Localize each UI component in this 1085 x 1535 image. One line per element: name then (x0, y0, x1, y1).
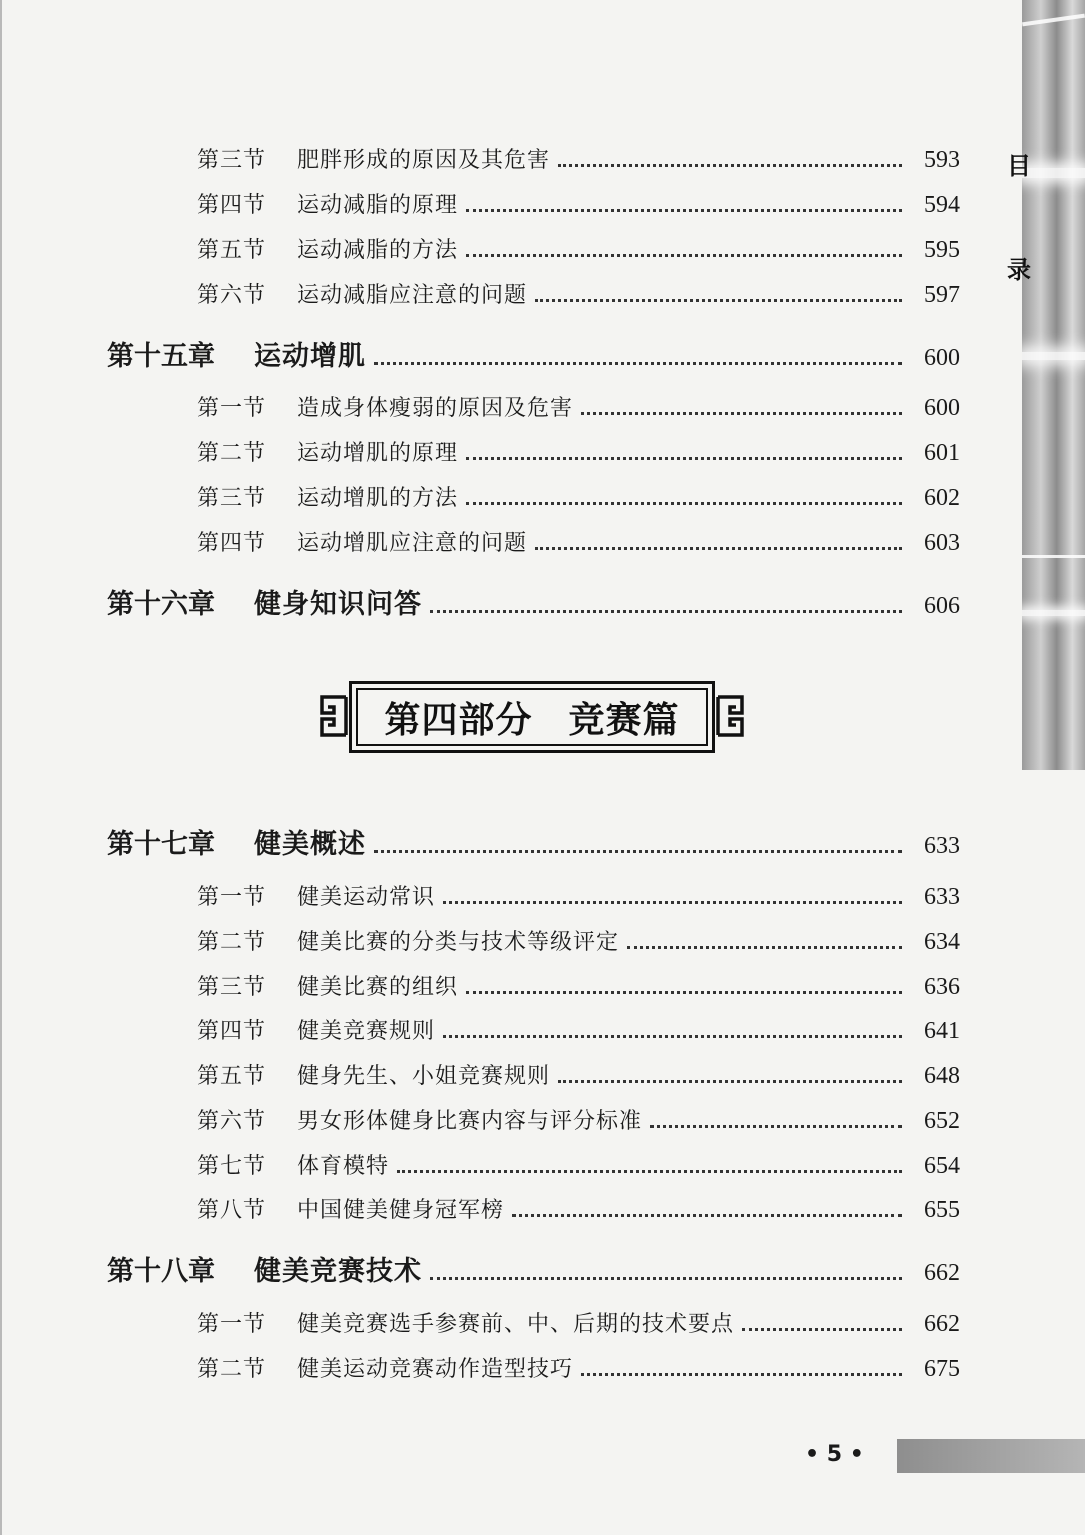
light-streak (1022, 610, 1085, 616)
toc-section-row[interactable] (197, 1014, 960, 1044)
page-ref: 662 (924, 1311, 960, 1337)
toc-chapter-row[interactable] (107, 582, 960, 618)
section-title: 运动增肌的原理 (297, 441, 459, 466)
dot-leader (430, 610, 902, 613)
section-number: 第五节 (197, 238, 267, 263)
toc-section-row[interactable] (197, 1307, 960, 1337)
toc-section-row[interactable] (197, 1193, 960, 1223)
toc-section-row[interactable] (197, 436, 960, 466)
section-title: 运动减脂的方法 (297, 238, 459, 263)
section-number: 第二节 (197, 930, 267, 955)
dot-leader (742, 1328, 902, 1331)
section-number: 第六节 (197, 283, 267, 308)
section-number: 第三节 (197, 975, 267, 1000)
toc-chapter-row[interactable] (107, 1249, 960, 1285)
section-title: 男女形体健身比赛内容与评分标准 (297, 1109, 643, 1134)
fret-ornament-left (318, 693, 348, 739)
section-title: 健美比赛的组织 (297, 975, 459, 1000)
dot-leader (374, 850, 902, 853)
light-streak (1022, 555, 1085, 558)
part-title: 竞赛篇 (568, 699, 680, 741)
section-title: 健美竞赛规则 (297, 1019, 436, 1044)
light-streak (1022, 352, 1085, 360)
dot-leader (581, 412, 902, 415)
fret-ornament-right (716, 693, 746, 739)
chapter-number: 第十五章 (107, 341, 215, 372)
section-title: 运动增肌的方法 (297, 486, 459, 511)
section-number: 第三节 (197, 486, 267, 511)
section-number: 第三节 (197, 148, 267, 173)
page-ref: 593 (924, 147, 960, 173)
section-title: 体育模特 (297, 1154, 390, 1179)
page-ref: 648 (924, 1063, 960, 1089)
section-number: 第五节 (197, 1064, 267, 1089)
section-title: 造成身体瘦弱的原因及危害 (297, 396, 574, 421)
toc-section-row[interactable] (197, 925, 960, 955)
part-heading-banner (316, 681, 748, 757)
section-title: 中国健美健身冠军榜 (297, 1198, 505, 1223)
dot-leader (443, 901, 902, 904)
chapter-title: 健身知识问答 (254, 589, 422, 620)
chapter-number: 第十七章 (107, 829, 215, 860)
section-title: 健美运动常识 (297, 885, 436, 910)
page-ref: 597 (924, 282, 960, 308)
section-number: 第二节 (197, 441, 267, 466)
side-label-char-1: 目 (1007, 151, 1031, 180)
toc-section-row[interactable] (197, 1104, 960, 1134)
part-number: 第四部分 (384, 699, 533, 741)
toc-section-row[interactable] (197, 970, 960, 1000)
section-number: 第一节 (197, 1312, 267, 1337)
section-title: 肥胖形成的原因及其危害 (297, 148, 551, 173)
section-title: 健美比赛的分类与技术等级评定 (297, 930, 620, 955)
dot-leader (558, 164, 902, 167)
page-ref: 603 (924, 530, 960, 556)
page-ref: 601 (924, 440, 960, 466)
page-ref: 662 (924, 1260, 960, 1286)
dot-leader (558, 1080, 902, 1083)
page-ref: 600 (924, 345, 960, 371)
toc-section-row[interactable] (197, 880, 960, 910)
toc-section-row[interactable] (197, 481, 960, 511)
toc-section-row[interactable] (197, 1149, 960, 1179)
section-number: 第一节 (197, 885, 267, 910)
dot-leader (466, 457, 902, 460)
page-ref: 602 (924, 485, 960, 511)
footer-decoration-bar (897, 1439, 1085, 1473)
dot-leader (466, 502, 902, 505)
light-streak (1022, 14, 1085, 27)
section-number: 第四节 (197, 531, 267, 556)
dot-leader (627, 946, 902, 949)
page-ref: 634 (924, 929, 960, 955)
chapter-title: 健美概述 (254, 829, 366, 860)
page-ref: 606 (924, 593, 960, 619)
toc-section-row[interactable] (197, 188, 960, 218)
dot-leader (443, 1035, 902, 1038)
page-ref: 654 (924, 1153, 960, 1179)
page-ref: 594 (924, 192, 960, 218)
toc-section-row[interactable] (197, 1059, 960, 1089)
page-ref: 675 (924, 1356, 960, 1382)
section-title: 健美运动竞赛动作造型技巧 (297, 1357, 574, 1382)
section-number: 第六节 (197, 1109, 267, 1134)
page-ref: 600 (924, 395, 960, 421)
dot-leader (430, 1277, 902, 1280)
section-title: 运动增肌应注意的问题 (297, 531, 528, 556)
chapter-number: 第十六章 (107, 589, 215, 620)
page-ref: 633 (924, 884, 960, 910)
section-number: 第二节 (197, 1357, 267, 1382)
toc-section-row[interactable] (197, 233, 960, 263)
page-ref: 595 (924, 237, 960, 263)
dot-leader (466, 209, 902, 212)
page-ref: 655 (924, 1197, 960, 1223)
side-decoration-band (1022, 0, 1085, 770)
toc-section-row[interactable] (197, 278, 960, 308)
chapter-title: 健美竞赛技术 (254, 1256, 422, 1287)
section-title: 运动减脂的原理 (297, 193, 459, 218)
dot-leader (397, 1170, 902, 1173)
toc-section-row[interactable] (197, 391, 960, 421)
chapter-number: 第十八章 (107, 1256, 215, 1287)
toc-section-row[interactable] (197, 526, 960, 556)
section-number: 第七节 (197, 1154, 267, 1179)
page-number: • 5 • (805, 1442, 864, 1467)
section-number: 第八节 (197, 1198, 267, 1223)
section-title: 健美竞赛选手参赛前、中、后期的技术要点 (297, 1312, 735, 1337)
page-ref: 652 (924, 1108, 960, 1134)
chapter-title: 运动增肌 (254, 341, 366, 372)
toc-section-row[interactable] (197, 143, 960, 173)
page-ref: 641 (924, 1018, 960, 1044)
page-ref: 633 (924, 833, 960, 859)
section-number: 第四节 (197, 1019, 267, 1044)
dot-leader (581, 1373, 902, 1376)
dot-leader (466, 991, 902, 994)
dot-leader (535, 547, 902, 550)
toc-section-row[interactable] (197, 1352, 960, 1382)
toc-chapter-row[interactable] (107, 334, 960, 370)
section-number: 第四节 (197, 193, 267, 218)
dot-leader (512, 1214, 902, 1217)
page-ref: 636 (924, 974, 960, 1000)
dot-leader (535, 299, 902, 302)
part-heading-box (349, 681, 715, 753)
section-number: 第一节 (197, 396, 267, 421)
section-title: 健身先生、小姐竞赛规则 (297, 1064, 551, 1089)
toc-chapter-row[interactable] (107, 822, 960, 858)
dot-leader (374, 362, 902, 365)
dot-leader (650, 1125, 902, 1128)
side-label-char-2: 录 (1007, 255, 1031, 284)
section-title: 运动减脂应注意的问题 (297, 283, 528, 308)
dot-leader (466, 254, 902, 257)
